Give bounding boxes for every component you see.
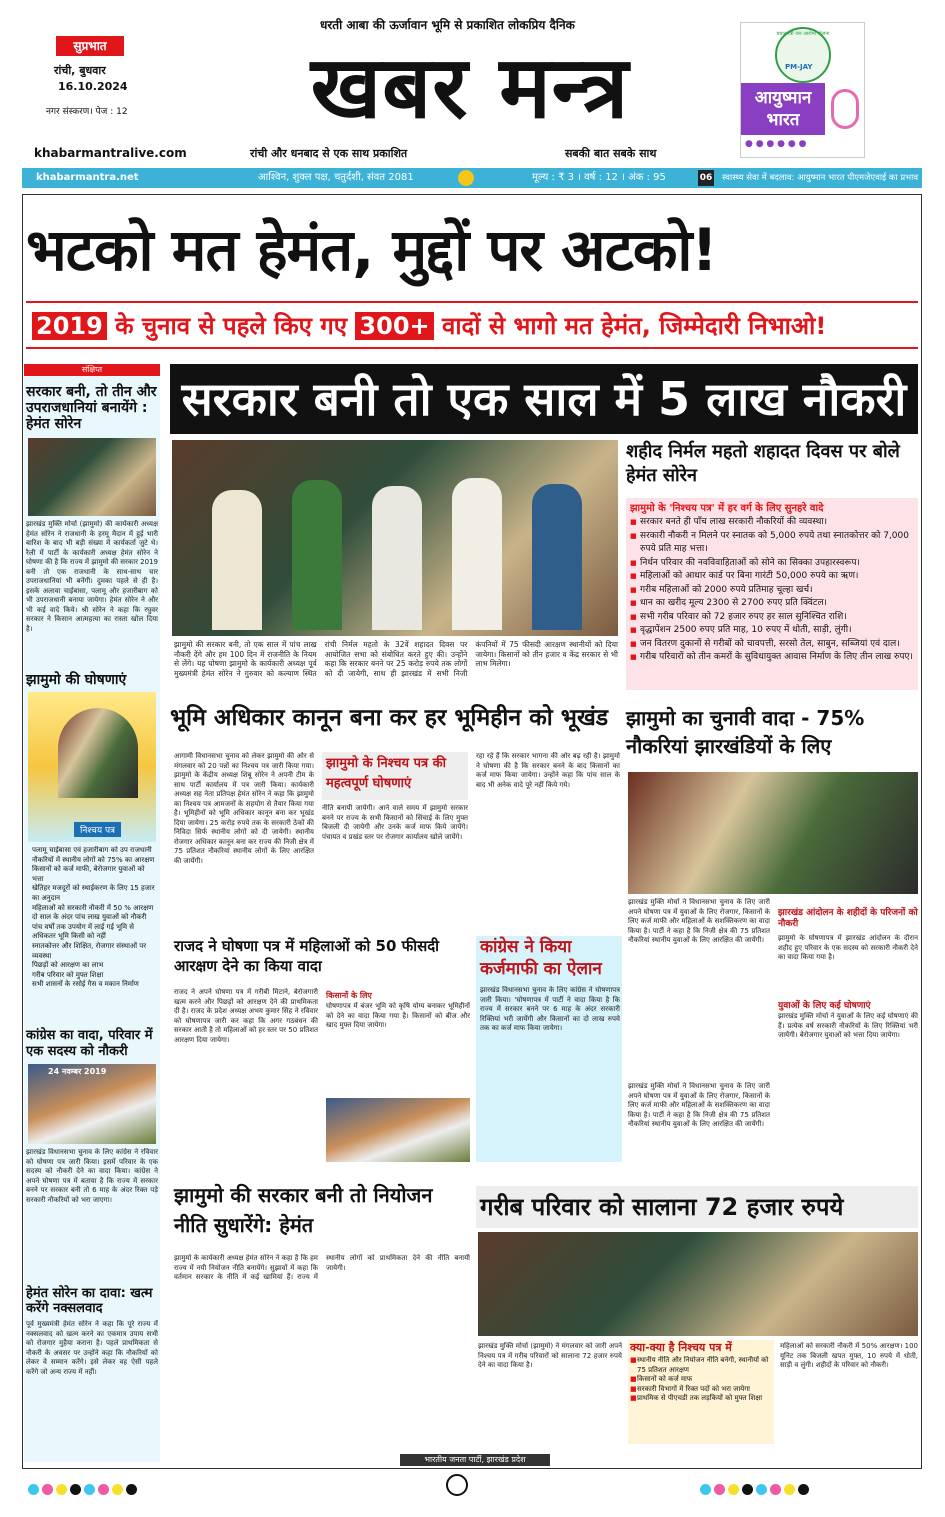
- list-item: ■ धान का खरीद मूल्य 2300 से 2700 रुपए प्रति क्विंटल।: [630, 597, 914, 611]
- edition-badge: सुप्रभात: [56, 36, 124, 56]
- hemant-box-body: झारखंड मुक्ति मोर्चा ने विधानसभा चुनाव के लिए जारी अपने घोषणा पत्र में युवाओं के लिए रोजगार, किसानों के लिए कर्ज माफी और महिलाओं के सशक्तिकरण का वादा किया है। पार्टी ने कहा है कि निजी क्षेत्र की 75 प्रतिशत नौकरियां स्थानीय युवाओं के लिए आरक्षित की जायेंगी।: [628, 898, 770, 944]
- kya-list: [630, 1356, 772, 1442]
- niyojan-body: झामुमो के कार्यकारी अध्यक्ष हेमंत सोरेन ने कहा है कि हम राज्य में नयी नियोजन नीति बनायेंगे। सुझावों में कहा कि वर्तमान सरकार के नीति में कई खामियां हैं। राज्य में स्थानीय लोगों को प्राथमिकता देने की नीति बनायी जायेगी।: [174, 1254, 470, 1281]
- ayushman-ad[interactable]: [740, 22, 865, 158]
- banner-headline: भटको मत हेमंत, मुद्दों पर अटको!: [26, 216, 717, 284]
- list-item: ■ गरीब परिवारों को तीन कमरों के सुविधायुक्त आवास निर्माण के लिए तीन लाख रुपए।: [630, 651, 914, 665]
- registration-dots-right: [700, 1480, 920, 1499]
- congress-title: कांग्रेस ने किया कर्जमाफी का ऐलान: [480, 937, 602, 979]
- list-item: ■ गरीब महिलाओं को 2000 रुपये प्रतिमाह चूल्हा खर्च।: [630, 584, 914, 598]
- ayushman-code: PM-JAY: [785, 63, 813, 71]
- side-sub: झामुमो के 'निश्चय पत्र' में हर वर्ग के लिए सुनहरे वादे: [630, 503, 824, 514]
- list-item: ■ महिलाओं को आधार कार्ड पर बिना गारंटी 50,000 रुपये का ऋण।: [630, 570, 914, 584]
- congress-box: [476, 936, 622, 1162]
- side-list: [630, 516, 914, 688]
- tagline-top: धरती आबा की ऊर्जावान भूमि से प्रकाशित लोकप्रिय दैनिक: [320, 18, 575, 32]
- emblem-icon: [458, 170, 474, 186]
- sub-part2: वादों: [442, 312, 481, 340]
- list-item: • खेतिहर मजदूरों को स्थाईकरण के लिए 15 हजार का अनुदान: [26, 884, 158, 903]
- congress-photo: [28, 1064, 156, 1144]
- congress-body: झारखंड विधानसभा चुनाव के लिए कांग्रेस ने घोषणापत्र जारी किया। 'घोषणापत्र में पार्टी ने वादा किया है कि राज्य में सरकार बनने पर 6 माह के अंदर सरकारी रिक्तियां भरी जायेंगी और किसानों का दो लाख रुपये तक का कर्ज माफ किया जायेगा।: [480, 986, 620, 1032]
- side-box: [626, 498, 918, 690]
- garib-title: गरीब परिवार को सालाना 72 हजार रुपये: [476, 1186, 918, 1228]
- rajad-title: राजद ने घोषणा पत्र में महिलाओं को 50 फीसदी आरक्षण देने का किया वादा: [174, 937, 440, 975]
- list-item: ■ जन वितरण दुकानों से गरीबों को चावपत्ती, सरसो तेल, साबुन, सब्जियां एवं दाल।: [630, 638, 914, 652]
- info-strip: [22, 168, 922, 188]
- land-title: भूमि अधिकार कानून बना कर हर भूमिहीन को भूखंड: [170, 705, 609, 731]
- sub-count: 300+: [355, 312, 433, 340]
- poster-photo: [58, 708, 138, 798]
- jmm-poster: [28, 692, 156, 842]
- hemant-photo: [28, 438, 156, 516]
- lead-body: झामुमो की सरकार बनी, तो एक साल में पांच लाख नौकरी देंगे और हम 100 दिन में राजनीति के नियम से लेंगे। यह घोषणा झामुमो के कार्यकारी अध्यक्ष पूर्व मुख्यमंत्री हेमंत सोरेन ने गुरुवार को कल्याण स्थित रांची निर्मल महतो के 32वें शहादत दिवस पर आयोजित सभा को संबोधित करते हुए की। उन्होंने कहा कि सरकार बनने पर 25 करोड़ रुपये तक लोगों को दी जायेगी, साथ ही झारखंड में सभी निजी कंपनियों में 75 फीसदी आरक्षण स्थानीयों को दिया जायेगा। किसानों को तीन हजार व केंद्र सरकार से भी लाभ मिलेगा।: [174, 640, 618, 678]
- sub-year: 2019: [32, 312, 107, 340]
- list-item: • पलामू चाईबासा एवं हजारीबाग को उप राजधानी: [26, 846, 158, 856]
- list-item: ■ सरकार बनते ही पाँच लाख सरकारी नौकरियों की व्यवस्था।: [630, 516, 914, 530]
- story3-title: कांग्रेस का वादा, परिवार में एक सदस्य को नौकरी: [26, 1028, 153, 1059]
- list-item: • किसानों को कर्ज माफी, बेरोजगार युवाओं को भत्ता: [26, 865, 158, 884]
- story1-title: सरकार बनी, तो तीन और उपराजधानियां बनायेंगे : हेमंत सोरेन: [26, 384, 157, 432]
- figure-5: [532, 484, 582, 630]
- sub-part1: के चुनाव से पहले किए गए: [115, 312, 348, 340]
- inner-box: [322, 752, 468, 800]
- hemant-box-title: झामुमो का चुनावी वादा - 75% नौकरियां झारखंडियों के लिए: [626, 706, 865, 758]
- edition-info: नगर संस्करण। पेज : 12: [46, 107, 128, 117]
- ayushman-icons: ● ● ● ● ● ●: [745, 139, 807, 149]
- slogan: सबकी बात सबके साथ: [565, 147, 657, 160]
- story2-list: [26, 846, 158, 1022]
- list-item: • नौकरियों में स्थानीय लोगों को 75% का आरक्षण: [26, 856, 158, 866]
- stethoscope-icon: [831, 89, 859, 129]
- rajad-photo: [326, 1098, 470, 1162]
- kisan-body: घोषणापत्र में बंजर भूमि को कृषि योग्य बनाकर भूमिहीनों को देने का वादा किया गया है। किसानों को बीज और खाद मुफ्त दिया जायेगा।: [326, 1002, 470, 1029]
- list-item: ■ सरकारी विभागों में रिक्त पदों को भरा जायेगा: [630, 1385, 772, 1395]
- ayushman-title: आयुष्मान भारत: [741, 83, 825, 135]
- mid-body: रहा रहे हैं कि सरकार भागना की ओर बढ़ रही है। झामुमो ने घोषणा की है कि सरकार बनने के बाद किसानों का कर्ज माफ किया जायेगा। उन्होंने कहा कि पांच साल के बाद भी अनेक वादे पूरे नहीं किये गये।: [476, 752, 620, 789]
- list-item: ■ प्राथमिक से पीएचडी तक लड़कियों को मुफ्त शिक्षा: [630, 1394, 772, 1404]
- lead-photo: [172, 440, 618, 636]
- ayushman-small-text: प्रधानमंत्री जन आरोग्य योजना: [776, 31, 830, 37]
- website-link[interactable]: khabarmantralive.com: [34, 146, 187, 160]
- inner-title: झामुमो के निश्चय पत्र की महत्वपूर्ण घोषणाएं: [326, 756, 447, 791]
- registration-dots-left: [28, 1480, 228, 1499]
- list-item: • गरीब परिवार को मुफ्त शिक्षा: [26, 971, 158, 981]
- movement-body: झामुमो के घोषणापत्र में झारखंड आंदोलन के दौरान शहीद हुए परिवार के एक सदस्य को सरकारी नौकरी देने का वादा किया गया है।: [778, 934, 918, 961]
- list-item: ■ सभी गरीब परिवार को 72 हजार रुपए हर साल सुनिश्चित राशि।: [630, 611, 914, 625]
- hemant-box-extra: झारखंड मुक्ति मोर्चा ने विधानसभा चुनाव के लिए जारी अपने घोषणा पत्र में युवाओं के लिए रोजगार, किसानों के लिए कर्ज माफी और महिलाओं के सशक्तिकरण का वादा किया है। पार्टी ने कहा है कि निजी क्षेत्र की 75 प्रतिशत नौकरियां स्थानीय युवाओं के लिए आरक्षित की जायेंगी।: [628, 1082, 770, 1128]
- niyojan-title: झामुमो की सरकार बनी तो नियोजन नीति सुधारेंगे: हेमंत: [174, 1183, 433, 1237]
- list-item: • स्नातकोत्तर और शिक्षित, रोजगार संस्थाओं पर व्यवस्था: [26, 942, 158, 961]
- tagline-bottom: रांची और धनबाद से एक साथ प्रकाशित: [250, 147, 408, 160]
- garib-photo: [478, 1232, 918, 1336]
- poster-caption: निश्चय पत्र: [74, 822, 121, 837]
- youth-title: युवाओं के लिए कई घोषणाएं: [778, 1001, 871, 1011]
- sub-part3: से भागो मत हेमंत, जिम्मेदारी निभाओ!: [488, 312, 827, 340]
- story4-body: पूर्व मुख्यमंत्री हेमंत सोरेन ने कहा कि पूरे राज्य में नक्सलवाद को खत्म करने का एकमात्र उपाय सभी को रोजगार मुहैया कराना है। पहले प्राथमिकता से नौकरी के अवसर पर उन्होंने कहा कि नौकरियों को लेकर वे सम्मान करेंगे। इसे लेकर वह ऐसी पहले करेंगे जो अन्य राज्य में नहीं।: [26, 1320, 158, 1376]
- list-item: ■ वृद्धापेंशन 2500 रुपए प्रति माह, 10 रुपए में धोती, साड़ी, लुंगी।: [630, 624, 914, 638]
- banner-subline: [26, 301, 918, 349]
- list-item: • पिछड़ों को आरक्षण का लाभ: [26, 961, 158, 971]
- footer-label: भारतीय जनता पार्टी, झारखंड प्रदेश: [400, 1454, 550, 1466]
- story3-body: झारखंड विधानसभा चुनाव के लिए कांग्रेस ने रविवार को घोषणा पत्र जारी किया। इसमें परिवार के एक सदस्य को नौकरी देने का वादा किया। कांग्रेस ने अपने घोषणा पत्र में बताया है कि राज्य में सरकार बनने पर सरकार बनी तो 6 माह के अंदर रिक्त पड़े सरकारी नौकरियों को भरा जाएगा।: [26, 1148, 158, 1204]
- figure-4: [452, 478, 502, 630]
- registration-mark-icon: [446, 1474, 468, 1496]
- left-column: [24, 364, 160, 1462]
- figure-3: [372, 486, 422, 630]
- side-title: शहीद निर्मल महतो शहादत दिवस पर बोले हेमंत सोरेन: [626, 441, 900, 486]
- youth-body: झारखंड मुक्ति मोर्चा ने युवाओं के लिए कई घोषणाएं की हैं। प्रत्येक वर्ष सरकारी नौकरियों के लिए रिक्तियां भरी जायेंगी। बेरोजगार युवाओं को भत्ता दिया जायेगा।: [778, 1012, 918, 1039]
- kya-box: [628, 1340, 774, 1444]
- page-number: 06: [698, 170, 714, 186]
- land-body: आगामी विधानसभा चुनाव को लेकर झामुमो की ओर से मंगलवार को 20 पन्नों का निश्चय पत्र जारी किया गया। झामुमो के केंद्रीय अध्यक्ष शिबू सोरेन ने अपनी टीम के साथ पार्टी कार्यालय में पत्र जारी किया। कार्यकारी अध्यक्ष सह नेता प्रतिपक्ष हेमंत सोरेन ने कहा कि झामुमो का निश्चय पत्र आमजनों के सहयोग से तैयार किया गया है। भूमिहीनों को भूमि अधिकार कानून बना कर भूखंड दिया जायेगा। 25 करोड़ रुपये तक के सरकारी ठेकों की निविदा सिर्फ स्थानीय लोगों को दी जायेगी। स्थानीय रोजगार अधिकार कानून बना कर राज्य की निजी क्षेत्र में 75 प्रतिशत नौकरियां स्थानीय लोगों के लिए आरक्षित की जायेंगी।: [174, 752, 314, 865]
- list-item: • महिलाओं को सरकारी नौकरी में 50 % आरक्षण: [26, 904, 158, 914]
- figure-2: [292, 480, 342, 630]
- story1-body: झारखंड मुक्ति मोर्चा (झामुमो) की कार्यकारी अध्यक्ष हेमंत सोरेन ने राजधानी के हरमू मैदान में हुई भारी बारिश के बाद भी बड़ी संख्या में कार्यकर्ता जुटे थे। रैली में पार्टी के कार्यकारी अध्यक्ष हेमंत सोरेन ने घोषणा की है कि राज्य में झामुमो की सरकार 2019 बनी तो एक राजधानी के साथ-साथ चार उपराजधानियां भी बनेंगी। दुमका पहले से ही है। इसके अलावा चाईबासा, पलामू और हजारीबाग को भी उपराजधानी बनाया जायेगा। हेमंत सोरेन ने और भी कई वादे किये। श्री सोरेन ने कहा कि रघुवर सरकार ने किसान आत्महत्या का रास्ता खोल दिया है।: [26, 520, 158, 633]
- story2-title: झामुमो की घोषणाएं: [26, 672, 127, 688]
- strip-right-text: स्वास्थ्य सेवा में बदलाव: आयुष्मान भारत पीएमजेएवाई का प्रभाव: [722, 173, 919, 183]
- list-item: • सभी शासनों के रसोई गैस व मकान निर्माण: [26, 980, 158, 990]
- list-item: ■ सरकारी नौकरी न मिलने पर स्नातक को 5,000 रुपये तथा स्नातकोत्तर को 7,000 रुपये प्रति माह भत्ता।: [630, 530, 914, 557]
- rajad-body: राजद ने अपने घोषणा पत्र में गरीबी मिटाने, बेरोजगारी खत्म करने और पिछड़ों को आरक्षण देने की प्राथमिकता दी है। राजद के प्रदेश अध्यक्ष अभय कुमार सिंह ने रविवार को घोषणापत्र जारी कर कहा कि अगर गठबंधन की सरकार आती है तो महिलाओं को हर स्तर पर 50 प्रतिशत आरक्षण दिया जायेगा।: [174, 988, 318, 1044]
- kisan-label: किसानों के लिए: [326, 991, 372, 1000]
- kya-title: क्या-क्या है निश्चय पत्र में: [630, 1341, 732, 1354]
- story4-title: हेमंत सोरेन का दावा: खत्म करेंगे नक्सलवाद: [26, 1286, 153, 1316]
- list-item: • दो साल के अंदर पांच लाख युवाओं को नौकरी: [26, 913, 158, 923]
- figure-1: [212, 490, 262, 630]
- lead-headline: सरकार बनी तो एक साल में 5 लाख नौकरी: [170, 364, 918, 434]
- hemant-box-photo: [628, 772, 918, 894]
- strip-site[interactable]: khabarmantra.net: [36, 172, 139, 183]
- list-item: • पांच वर्षों तक उपयोग में लाई गई भूमि से अधिकतर भूमि किसी को नहीं: [26, 923, 158, 942]
- masthead-title: खबर मन्त्र: [310, 38, 630, 138]
- list-item: ■ किसानों को कर्ज माफ: [630, 1375, 772, 1385]
- brief-label: संक्षिप्त: [24, 364, 160, 376]
- list-item: ■ निर्धन परिवार की नवविवाहिताओं को सोने का सिक्का उपहारस्वरूप।: [630, 557, 914, 571]
- photo-date-text: 24 नवम्बर 2019: [48, 1067, 107, 1076]
- issue-date: 16.10.2024: [58, 80, 128, 93]
- list-item: ■ स्थानीय नीति और नियोजन नीति बनेगी, स्थानीयों को 75 प्रतिशत आरक्षण: [630, 1356, 772, 1375]
- movement-title: झारखंड आंदोलन के शहीदों के परिजनों को नौकरी: [778, 908, 918, 929]
- city-day: रांची, बुधवार: [54, 64, 106, 77]
- inner-body: नीति बनायी जायेगी। आने वाले समय में झामुमो सरकार बनने पर राज्य के सभी किसानों को सिंचाई के लिए मुफ्त बिजली दी जायेगी और उनके कर्ज माफ किये जायेंगे। पंचायत व प्रखंड स्तर पर रोजगार कार्यालय खोले जायेंगे।: [322, 804, 468, 841]
- strip-calendar: आश्विन, शुक्ल पक्ष, चतुर्दशी, संवत 2081: [258, 172, 414, 183]
- garib-body: झारखंड मुक्ति मोर्चा (झामुमो) ने मंगलवार को जारी अपने निश्चय पत्र में गरीब परिवारों को सालाना 72 हजार रुपये देने का वादा किया है।: [478, 1342, 622, 1369]
- right-bottom-body: महिलाओं को सरकारी नौकरी में 50% आरक्षण। 100 यूनिट तक बिजली खपत मुफ्त, 10 रुपये में धोती, साड़ी व लुंगी। शहीदों के परिवार को नौकरी।: [780, 1342, 918, 1369]
- strip-price: मूल्य : ₹ 3 । वर्ष : 12 । अंक : 95: [532, 172, 666, 183]
